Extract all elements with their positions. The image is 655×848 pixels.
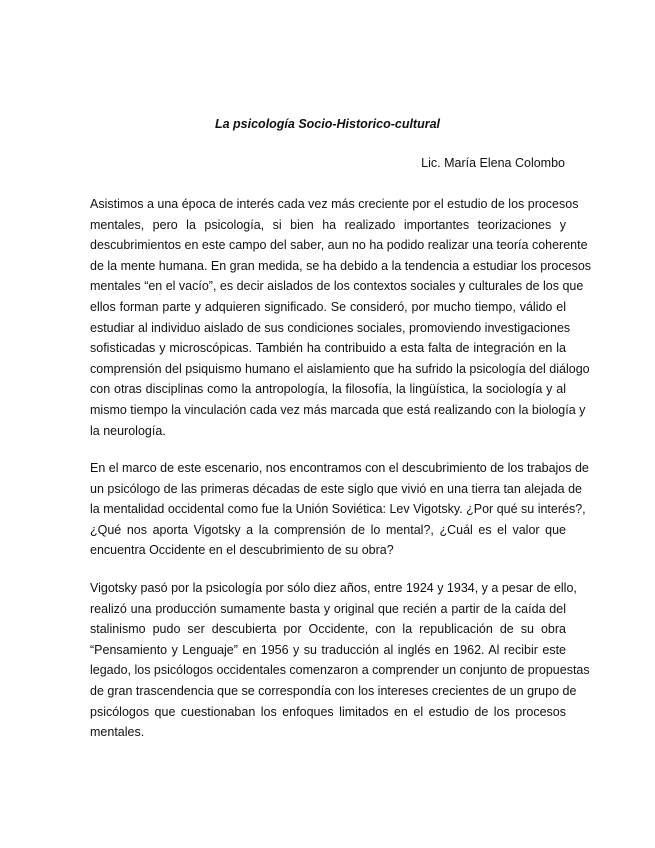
paragraph-line: mismo tiempo la vinculación cada vez más marcada que está realizando con la biología y [90,402,586,417]
paragraph-line: la mentalidad occidental como fue la Unión Soviética: Lev Vigotsky. ¿Por qué su interés?, [90,502,586,517]
paragraph-line: mentales “en el vacío”, es decir aislados de los contextos sociales y culturales de los que [90,279,584,294]
paragraph-line: un psicólogo de las primeras décadas de este siglo que vivió en una tierra tan alejada de [90,481,582,496]
paragraph-line: ellos forman parte y adquieren significado. Se consideró, por mucho tiempo, válido el [90,299,566,314]
paragraph-line: psicólogos que cuestionaban los enfoques limitados en el estudio de los procesos [90,704,566,719]
paragraph-1 [90,194,592,441]
paragraph-line: Asistimos a una época de interés cada vez más creciente por el estudio de los procesos [90,197,579,211]
paragraph-line: realizó una producción sumamente basta y original que recién a partir de la caída del [90,601,566,616]
paragraph-line: sofisticadas y microscópicas. También ha contribuido a esta falta de integración en la [90,341,566,356]
paragraph-line: legado, los psicólogos occidentales comenzaron a comprender un conjunto de propuestas [90,663,590,678]
paragraph-line: En el marco de este escenario, nos encontramos con el descubrimiento de los trabajos de [90,461,589,475]
paragraph-3 [90,578,590,743]
paragraph-line: la neurología. [90,423,166,438]
paragraph-line: Vigotsky pasó por la psicología por sólo diez años, entre 1924 y 1934, y a pesar de ello, [90,581,577,595]
paragraph-line: de la mente humana. En gran medida, se ha debido a la tendencia a estudiar los procesos [90,258,592,273]
paragraph-line: comprensión del psiquismo humano el aislamiento que ha sufrido la psicología del diálogo [90,361,590,376]
paragraph-line: estudiar al individuo aislado de sus condiciones sociales, promoviendo investigaciones [90,320,571,335]
paragraph-line: mentales, pero la psicología, si bien ha realizado importantes teorizaciones y [90,217,566,232]
paragraph-line: descubrimientos en este campo del saber, aun no ha podido realizar una teoría coherente [90,238,588,253]
document-title: La psicología Socio-Historico-cultural [214,117,441,131]
paragraph-line: ¿Qué nos aporta Vigotsky a la comprensión de lo mental?, ¿Cuál es el valor que [90,522,566,537]
paragraph-line: mentales. [90,725,145,740]
paragraph-line: de gran trascendencia que se correspondía con los intereses crecientes de un grupo de [90,683,577,698]
paragraph-line: stalinismo pudo ser descubierta por Occidente, con la republicación de su obra [90,622,566,637]
paragraph-line: con otras disciplinas como la antropología, la filosofía, la lingüística, la sociología y al [90,382,566,397]
author-line: Lic. María Elena Colombo [421,156,565,170]
paragraph-2 [90,458,589,561]
paragraph-line: encuentra Occidente en el descubrimiento de su obra? [90,543,394,558]
paragraph-line: “Pensamiento y Lenguaje” en 1956 y su traducción al inglés en 1962. Al recibir este [90,642,566,657]
